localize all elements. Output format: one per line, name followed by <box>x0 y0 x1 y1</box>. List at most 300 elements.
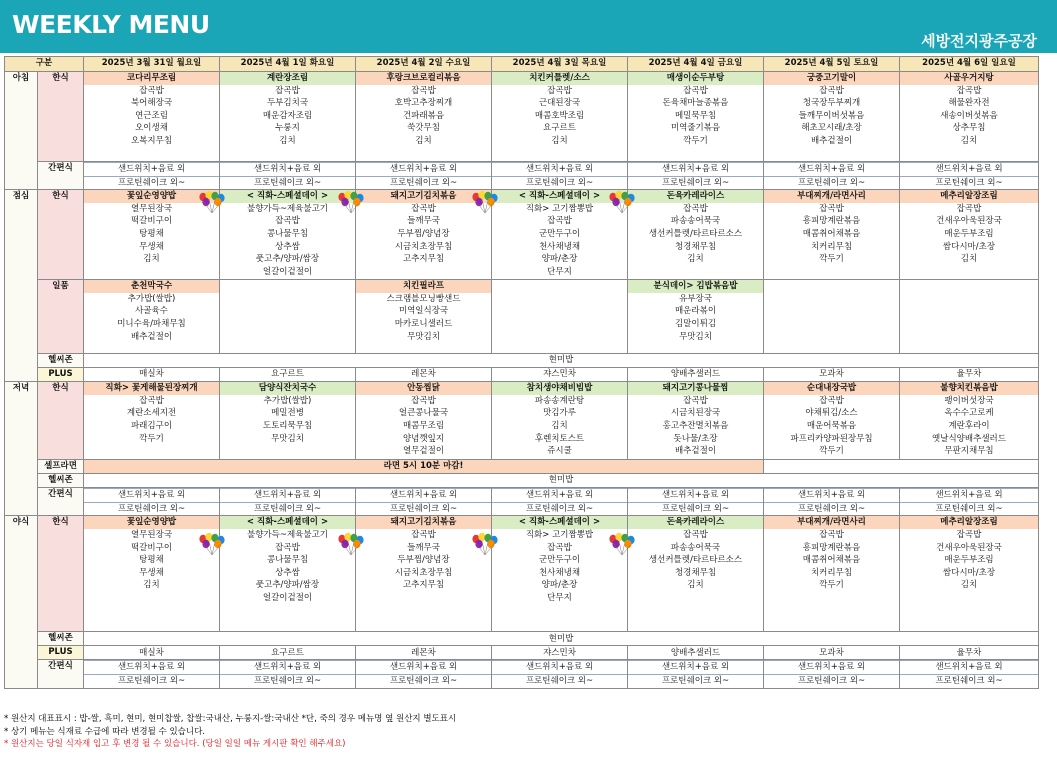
menu-item: 무생채 <box>139 567 164 578</box>
menu-item: 매콤취어채볶음 <box>802 555 861 566</box>
snack-item: 샌드위치+음료 외 <box>628 660 763 675</box>
day-menu-cell <box>84 280 220 354</box>
menu-item: 양파/춘장 <box>541 580 578 591</box>
menu-item: 두부찜/양념장 <box>397 228 450 239</box>
menu-item: 매운라볶이 <box>674 306 717 317</box>
menu-item: 매콤취어채볶음 <box>802 228 861 239</box>
main-dish: 분식데이> 김밥볶음밥 <box>628 280 763 293</box>
day-menu-cell <box>764 190 900 280</box>
snack-item: 프로틴쉐이크 외~ <box>935 675 1003 686</box>
snack-cell <box>220 488 356 516</box>
menu-item: 맛김가루 <box>543 408 576 419</box>
day-menu-cell <box>356 72 492 162</box>
main-dish: 돈육카레라이스 <box>628 190 763 203</box>
main-dish: 부대찌개/라면사리 <box>764 516 899 529</box>
menu-item: 무맛김치 <box>407 331 440 342</box>
category-korean: 한식 <box>38 190 84 280</box>
menu-item: 해물완자전 <box>948 98 990 109</box>
plus-item: 쟈스민차 <box>492 646 628 660</box>
menu-item: 잡곡밥 <box>139 85 164 96</box>
plus-item: 율무차 <box>900 368 1039 382</box>
day-header: 2025년 3월 31일 월요일 <box>84 57 220 72</box>
snack-item: 샌드위치+음료 외 <box>84 660 219 675</box>
snack-item: 프로틴쉐이크 외~ <box>389 177 458 188</box>
page-header <box>0 0 1057 53</box>
menu-item: 치커리무침 <box>810 241 853 252</box>
main-dish: 담양식잔치국수 <box>220 382 355 395</box>
menu-item: 직화> 고기짬뽕밥 <box>525 529 594 540</box>
main-dish: 순대내장국밥 <box>764 382 899 395</box>
category-self-ramen: 셀프라면 <box>38 460 84 474</box>
day-menu-cell <box>764 516 900 632</box>
balloon-icon <box>607 532 637 556</box>
menu-item: 새송이버섯볶음 <box>940 110 998 121</box>
menu-item: 미역줄기볶음 <box>670 123 721 134</box>
menu-item: 잡곡밥 <box>275 216 300 227</box>
menu-item: 옥수수고로케 <box>944 408 994 419</box>
snack-item: 프로틴쉐이크 외~ <box>661 503 730 514</box>
snack-item: 샌드위치+음료 외 <box>628 162 763 177</box>
day-menu-cell <box>764 72 900 162</box>
menu-item: 매운어묵볶음 <box>806 420 857 431</box>
menu-item: 양념깻잎지 <box>402 433 445 444</box>
snack-item: 프로틴쉐이크 외~ <box>935 503 1003 514</box>
menu-item: 콩나물무침 <box>266 228 309 239</box>
menu-item: 열무된장국 <box>130 203 173 214</box>
balloon-icon <box>607 190 637 214</box>
menu-item: 매콤호박조림 <box>534 110 585 121</box>
snack-item: 샌드위치+음료 외 <box>764 660 899 675</box>
menu-item: 배추겉절이 <box>810 135 853 146</box>
day-menu-cell <box>492 280 628 354</box>
menu-item: 불향가득~제육불고기 <box>246 529 329 540</box>
snack-cell <box>492 488 628 516</box>
plus-item: 요구르트 <box>220 646 356 660</box>
menu-item: 열무된장국 <box>130 529 173 540</box>
menu-item: 시금치된장국 <box>670 408 721 419</box>
menu-item: 잡곡밥 <box>683 529 708 540</box>
snack-cell <box>84 162 220 190</box>
footer-warning-note: * 원산지는 당일 식자재 입고 후 변경 될 수 있습니다. (당일 일일 메뉴 게시판 확인 해주세요) <box>4 739 346 749</box>
day-header: 2025년 4월 5일 토요일 <box>764 57 900 72</box>
snack-item: 샌드위치+음료 외 <box>84 488 219 503</box>
snack-item: 샌드위치+음료 외 <box>220 488 355 503</box>
menu-item: 들깨무국 <box>407 216 440 227</box>
category-korean: 한식 <box>38 72 84 162</box>
day-menu-cell <box>220 72 356 162</box>
menu-item: 잡곡밥 <box>275 542 300 553</box>
menu-item: 메밀묵무침 <box>674 110 717 121</box>
menu-item: 스크램블모닝빵샌드 <box>386 293 461 304</box>
menu-item: 야채튀김/소스 <box>805 408 858 419</box>
menu-item: 김치 <box>279 135 296 146</box>
menu-item: 단무지 <box>547 592 572 603</box>
menu-item: 잡곡밥 <box>819 203 844 214</box>
menu-item: 파프리카양파된장무침 <box>790 433 873 444</box>
plus-item: 레몬차 <box>356 646 492 660</box>
snack-item: 샌드위치+음료 외 <box>356 162 491 177</box>
category-health: 헬씨존 <box>38 632 84 646</box>
menu-item: 건새우아욱된장국 <box>936 216 1002 227</box>
menu-item: 근대된장국 <box>538 98 581 109</box>
menu-item: 떡갈비구이 <box>130 216 173 227</box>
snack-cell <box>356 660 492 688</box>
menu-item: 청경채무침 <box>674 567 717 578</box>
category-korean: 한식 <box>38 382 84 460</box>
menu-item: 미역일식장국 <box>398 306 449 317</box>
snack-item: 샌드위치+음료 외 <box>220 162 355 177</box>
menu-item: 미니수육/파채무침 <box>117 318 186 329</box>
snack-item: 샌드위치+음료 외 <box>492 488 627 503</box>
snack-item: 샌드위치+음료 외 <box>492 162 627 177</box>
snack-item: 샌드위치+음료 외 <box>764 162 899 177</box>
category-plus: PLUS <box>38 646 84 660</box>
day-menu-cell <box>900 280 1039 354</box>
menu-item: 잡곡밥 <box>956 529 982 540</box>
menu-item: 잡곡밥 <box>683 85 708 96</box>
main-dish: 불향치킨볶음밥 <box>900 382 1038 395</box>
plus-item: 율무차 <box>900 646 1039 660</box>
plus-item: 요구르트 <box>220 368 356 382</box>
menu-item: 흥피망계란볶음 <box>802 542 861 553</box>
snack-item: 프로틴쉐이크 외~ <box>661 675 730 686</box>
day-menu-cell <box>900 516 1039 632</box>
snack-item: 프로틴쉐이크 외~ <box>117 675 186 686</box>
menu-item: 추가밥(쌀밥) <box>127 293 176 304</box>
menu-item: 무판지채무침 <box>944 446 994 457</box>
empty-cell <box>764 460 1039 474</box>
day-header: 2025년 4월 2일 수요일 <box>356 57 492 72</box>
snack-cell <box>900 162 1039 190</box>
category-ilpum: 일품 <box>38 280 84 354</box>
balloon-icon <box>336 190 366 214</box>
snack-cell <box>84 488 220 516</box>
menu-item: 후렌치토스트 <box>534 433 585 444</box>
menu-item: 고추지무침 <box>402 254 445 265</box>
menu-item: 두부찜/양념장 <box>397 555 450 566</box>
snack-item: 프로틴쉐이크 외~ <box>797 675 866 686</box>
menu-item: 치커리무침 <box>810 567 853 578</box>
menu-item: 군만두구이 <box>538 228 581 239</box>
menu-item: 팽이버섯장국 <box>944 395 994 406</box>
main-dish: < 직화-스페셜데이 > <box>220 516 355 529</box>
plus-item: 모과차 <box>764 646 900 660</box>
day-menu-cell <box>220 280 356 354</box>
day-menu-cell <box>900 72 1039 162</box>
footer-origin-note: * 원산지 대표표시 : 밥-쌀, 흑미, 현미, 현미찹쌀, 찹쌀:국내산, 누룽지-쌀:국내산 *단, 죽의 경우 메뉴명 옆 원산지 별도표시 <box>4 714 457 724</box>
main-dish: 춘천막국수 <box>84 280 219 293</box>
menu-table <box>4 56 1039 689</box>
snack-cell <box>764 488 900 516</box>
meal-night: 야식 <box>5 516 38 688</box>
snack-cell <box>220 162 356 190</box>
snack-item: 프로틴쉐이크 외~ <box>661 177 730 188</box>
category-health: 헬씨존 <box>38 354 84 368</box>
menu-item: 천사채냉채 <box>538 567 581 578</box>
menu-item: 잡곡밥 <box>411 85 436 96</box>
snack-cell <box>628 162 764 190</box>
snack-item: 프로틴쉐이크 외~ <box>253 675 322 686</box>
menu-item: 잡곡밥 <box>547 85 572 96</box>
day-menu-cell <box>764 382 900 460</box>
menu-item: 김치 <box>143 580 160 591</box>
menu-item: 생선커틀렛/타르타르소스 <box>648 228 743 239</box>
menu-item: 쥬시쿨 <box>547 446 572 457</box>
day-menu-cell <box>628 382 764 460</box>
category-health: 헬씨존 <box>38 474 84 488</box>
menu-item: 돈육채마늘종볶음 <box>662 98 729 109</box>
menu-item: 누룽지 <box>275 123 300 134</box>
day-header: 2025년 4월 4일 금요일 <box>628 57 764 72</box>
snack-item: 샌드위치+음료 외 <box>492 660 627 675</box>
plus-item: 모과차 <box>764 368 900 382</box>
main-dish: 메추리알장조림 <box>900 190 1038 203</box>
brand-name: 세방전지광주공장 <box>921 32 1037 50</box>
snack-item: 프로틴쉐이크 외~ <box>253 177 322 188</box>
menu-item: 김말이튀김 <box>674 318 717 329</box>
day-menu-cell <box>220 382 356 460</box>
menu-item: 오복지무침 <box>130 135 173 146</box>
main-dish: 꽃잎순영양밥 <box>84 516 219 529</box>
menu-item: 얼큰콩나물국 <box>398 408 449 419</box>
day-header: 2025년 4월 1일 화요일 <box>220 57 356 72</box>
main-dish: 돼지고기김치볶음 <box>356 516 491 529</box>
menu-item: 콩나물무침 <box>266 555 309 566</box>
menu-item: 매운두부조림 <box>944 228 994 239</box>
menu-item: 잡곡밥 <box>819 529 844 540</box>
main-dish: 사골우거지탕 <box>900 72 1038 85</box>
day-header: 2025년 4월 3일 목요일 <box>492 57 628 72</box>
main-dish: 부대찌개/라면사리 <box>764 190 899 203</box>
snack-item: 프로틴쉐이크 외~ <box>525 503 594 514</box>
menu-item: 열무겉절이 <box>402 446 445 457</box>
column-head: 구분 <box>5 57 84 72</box>
menu-item: 유부장국 <box>679 293 712 304</box>
menu-item: 해초꼬시래/초장 <box>801 123 862 134</box>
balloon-icon <box>470 190 500 214</box>
menu-item: 천사채냉채 <box>538 241 581 252</box>
menu-item: 들깨무이버섯볶음 <box>798 110 865 121</box>
menu-item: 상추무침 <box>952 123 986 134</box>
plus-item: 쟈스민차 <box>492 368 628 382</box>
balloon-icon <box>197 532 227 556</box>
snack-cell <box>628 660 764 688</box>
snack-item: 프로틴쉐이크 외~ <box>525 177 594 188</box>
menu-item: 풋고추/양파/쌈장 <box>255 254 320 265</box>
menu-item: 계란소세지전 <box>126 408 177 419</box>
meal-lunch: 점심 <box>5 190 38 382</box>
menu-item: 상추쌈 <box>275 241 300 252</box>
day-menu-cell <box>900 190 1039 280</box>
day-menu-cell <box>764 280 900 354</box>
menu-item: 오이생채 <box>135 123 168 134</box>
snack-cell <box>356 488 492 516</box>
menu-item: 상추쌈 <box>275 567 300 578</box>
category-snack: 간편식 <box>38 162 84 190</box>
menu-item: 청경채무침 <box>674 241 717 252</box>
day-menu-cell <box>628 190 764 280</box>
plus-item: 매실차 <box>84 368 220 382</box>
day-menu-cell <box>84 382 220 460</box>
menu-item: 잡곡밥 <box>683 395 708 406</box>
menu-item: 불향가득~제육불고기 <box>246 203 329 214</box>
snack-item: 프로틴쉐이크 외~ <box>117 177 186 188</box>
category-korean: 한식 <box>38 516 84 632</box>
menu-item: 생선커틀렛/타르타르소스 <box>648 555 743 566</box>
snack-cell <box>492 660 628 688</box>
snack-cell <box>764 162 900 190</box>
category-plus: PLUS <box>38 368 84 382</box>
main-dish: 꽃잎순영양밥 <box>84 190 219 203</box>
day-menu-cell <box>356 280 492 354</box>
menu-item: 김치 <box>687 254 704 265</box>
menu-item: 잡곡밥 <box>547 216 572 227</box>
menu-item: 깍두기 <box>683 135 708 146</box>
menu-item: 파송송계란탕 <box>534 395 585 406</box>
menu-item: 무생채 <box>139 241 164 252</box>
menu-item: 잡곡밥 <box>819 85 844 96</box>
main-dish: 메추리알장조림 <box>900 516 1038 529</box>
day-menu-cell <box>356 382 492 460</box>
menu-item: 깍두기 <box>819 446 844 457</box>
menu-item: 떡갈비구이 <box>130 542 173 553</box>
main-dish: < 직화-스페셜데이 > <box>492 190 627 203</box>
main-dish: 후랑크브로컬리볶음 <box>356 72 491 85</box>
snack-item: 프로틴쉐이크 외~ <box>525 675 594 686</box>
snack-item: 샌드위치+음료 외 <box>356 488 491 503</box>
menu-item: 김치 <box>551 135 568 146</box>
footer-notes <box>4 713 456 751</box>
menu-item: 깍두기 <box>819 254 844 265</box>
menu-item: 김치 <box>687 580 704 591</box>
footer-change-note: * 상기 메뉴는 식재료 수급에 따라 변경될 수 있습니다. <box>4 726 206 737</box>
balloon-icon <box>470 532 500 556</box>
category-snack: 간편식 <box>38 488 84 516</box>
menu-item: 들깨무국 <box>407 542 440 553</box>
snack-item: 프로틴쉐이크 외~ <box>797 503 866 514</box>
menu-item: 매콤무조림 <box>402 420 445 431</box>
menu-item: 홍고추잔멸치볶음 <box>662 420 729 431</box>
snack-item: 샌드위치+음료 외 <box>356 660 491 675</box>
menu-item: 건파래볶음 <box>402 110 445 121</box>
health-item: 현미밥 <box>84 632 1039 646</box>
menu-item: 고추지무침 <box>402 580 445 591</box>
menu-item: 시금치초장무침 <box>394 567 453 578</box>
menu-item: 호박고추장찌개 <box>394 98 453 109</box>
main-dish: < 직화-스페셜데이 > <box>220 190 355 203</box>
snack-item: 프로틴쉐이크 외~ <box>935 177 1003 188</box>
menu-item: 잡곡밥 <box>411 203 436 214</box>
menu-item: 깍두기 <box>819 580 844 591</box>
snack-cell <box>356 162 492 190</box>
menu-item: 흥피망계란볶음 <box>802 216 861 227</box>
snack-item: 프로틴쉐이크 외~ <box>117 503 186 514</box>
snack-item: 프로틴쉐이크 외~ <box>389 675 458 686</box>
plus-item: 양배추샐러드 <box>628 368 764 382</box>
menu-item: 시금치초장무침 <box>394 241 453 252</box>
menu-item: 김치 <box>960 254 978 265</box>
menu-item: 탕평채 <box>139 228 164 239</box>
menu-item: 양파/춘장 <box>541 254 578 265</box>
menu-item: 김치 <box>415 135 432 146</box>
main-dish: 계란장조림 <box>220 72 355 85</box>
snack-cell <box>900 660 1039 688</box>
menu-item: 사골육수 <box>135 306 168 317</box>
menu-item: 연근조림 <box>135 110 168 121</box>
menu-item: 도토리묵무침 <box>262 420 313 431</box>
snack-item: 샌드위치+음료 외 <box>628 488 763 503</box>
snack-cell <box>628 488 764 516</box>
menu-item: 파송송어묵국 <box>670 216 721 227</box>
snack-item: 샌드위치+음료 외 <box>764 488 899 503</box>
snack-cell <box>764 660 900 688</box>
snack-cell <box>900 488 1039 516</box>
menu-item: 계란후라이 <box>948 420 990 431</box>
menu-item: 두부김치국 <box>266 98 309 109</box>
menu-item: 김치 <box>960 580 978 591</box>
menu-item: 얼갈이겉절이 <box>262 592 313 603</box>
day-menu-cell <box>628 516 764 632</box>
snack-cell <box>492 162 628 190</box>
snack-item: 샌드위치+음료 외 <box>220 660 355 675</box>
main-dish: 코다리무조림 <box>84 72 219 85</box>
day-menu-cell <box>628 280 764 354</box>
menu-item: 직화> 고기짬뽕밥 <box>525 203 594 214</box>
menu-item: 무맛김치 <box>271 433 304 444</box>
menu-item: 쌈다시마/초장 <box>942 567 996 578</box>
snack-item: 프로틴쉐이크 외~ <box>253 503 322 514</box>
menu-item: 얼갈이겉절이 <box>262 266 313 277</box>
menu-item: 배추겉절이 <box>674 446 717 457</box>
menu-item: 매운두부조림 <box>944 555 994 566</box>
balloon-icon <box>197 190 227 214</box>
main-dish: 돼지고기콩나물찜 <box>628 382 763 395</box>
health-item: 현미밥 <box>84 354 1039 368</box>
plus-item: 양배추샐러드 <box>628 646 764 660</box>
day-menu-cell <box>628 72 764 162</box>
menu-item: 요구르트 <box>543 123 576 134</box>
menu-item: 파래김구이 <box>130 420 173 431</box>
main-dish: 직화> 꽃게해물된장찌개 <box>84 382 219 395</box>
main-dish: 매생이순두부탕 <box>628 72 763 85</box>
menu-item: 건새우아욱된장국 <box>936 542 1002 553</box>
menu-item: 김치 <box>143 254 160 265</box>
menu-item: 무맛김치 <box>679 331 712 342</box>
snack-item: 샌드위치+음료 외 <box>900 162 1038 177</box>
plus-item: 레몬차 <box>356 368 492 382</box>
self-ramen-notice: 라면 5시 10분 마감! <box>84 460 764 474</box>
menu-item: 김치 <box>960 135 978 146</box>
menu-item: 단무지 <box>547 266 572 277</box>
main-dish: < 직화-스페셜데이 > <box>492 516 627 529</box>
main-dish: 치킨커틀렛/소스 <box>492 72 627 85</box>
main-dish: 돈육카레라이스 <box>628 516 763 529</box>
snack-item: 프로틴쉐이크 외~ <box>389 503 458 514</box>
menu-item: 군만두구이 <box>538 555 581 566</box>
menu-item: 잡곡밥 <box>275 85 300 96</box>
plus-item: 매실차 <box>84 646 220 660</box>
menu-item: 잡곡밥 <box>411 395 436 406</box>
menu-item: 잡곡밥 <box>411 529 436 540</box>
snack-item: 프로틴쉐이크 외~ <box>797 177 866 188</box>
menu-item: 배추겉절이 <box>130 331 173 342</box>
menu-item: 파송송어묵국 <box>670 542 721 553</box>
snack-item: 샌드위치+음료 외 <box>84 162 219 177</box>
main-dish: 안동찜닭 <box>356 382 491 395</box>
page-title: WEEKLY MENU <box>12 10 210 39</box>
menu-item: 북어해장국 <box>130 98 173 109</box>
menu-item: 청국장두부찌개 <box>802 98 861 109</box>
